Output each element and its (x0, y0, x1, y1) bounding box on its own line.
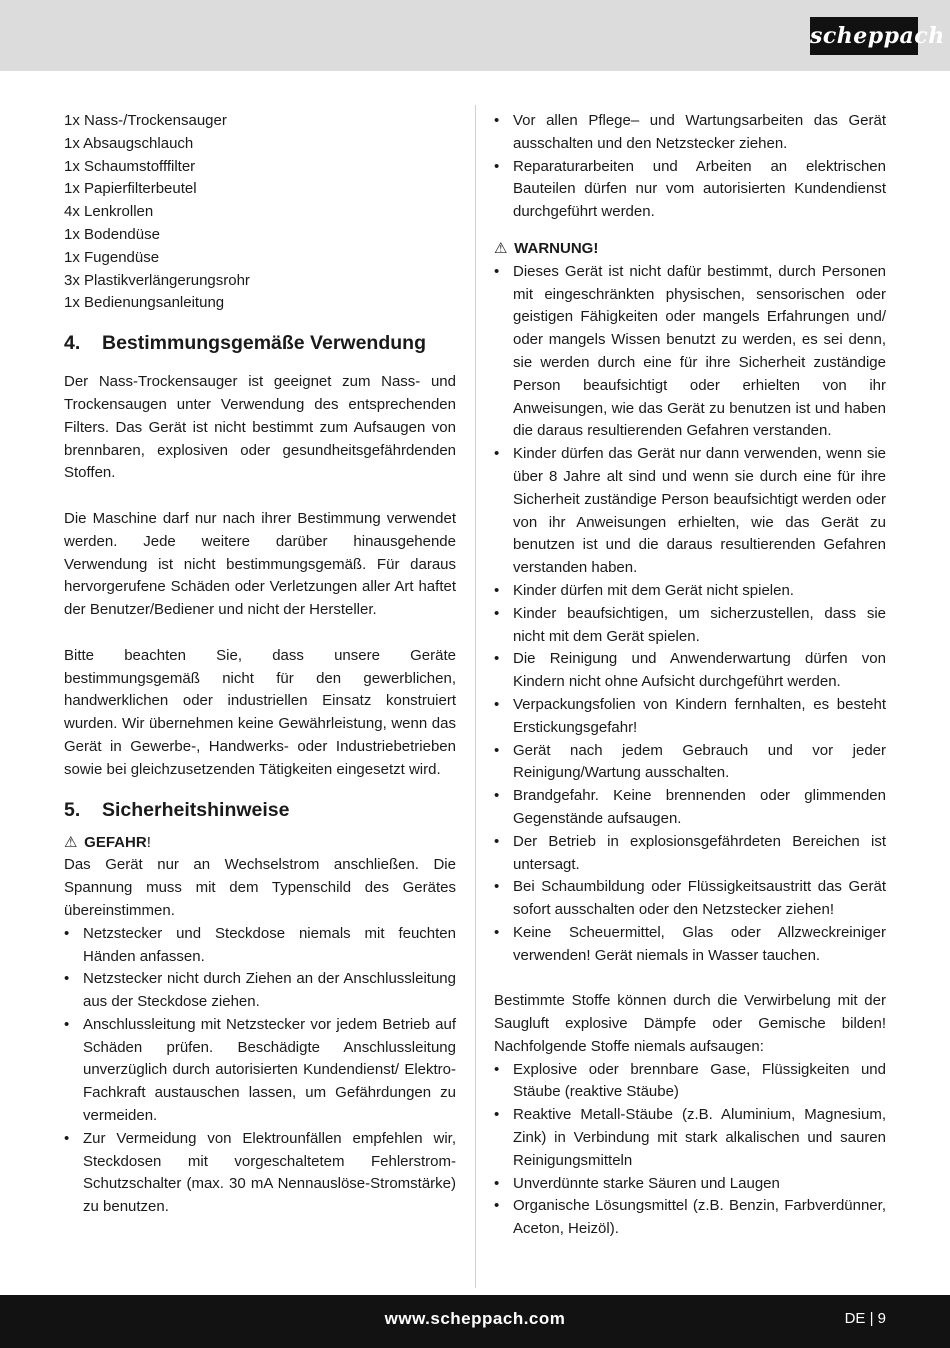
warning-label: WARNUNG! (514, 239, 599, 257)
section-4-heading (64, 329, 456, 357)
danger-text: Das Gerät nur an Wechselstrom anschließen. Die Spannung muss mit dem Typenschild des Gerätes übereinstimmen. (64, 856, 456, 919)
section-title: Bestimmungsgemäße Verwendung (102, 332, 426, 355)
section-5-heading (64, 796, 456, 824)
danger-label: GEFAHR (84, 833, 147, 851)
contents-item: 1x Nass-/Trockensauger (64, 112, 227, 129)
list-item: • Kinder beaufsichtigen, um sicherzustellen, dass sie nicht mit dem Gerät spielen. (494, 604, 886, 645)
contents-item: 1x Papierfilterbeutel (64, 180, 197, 198)
contents-item: 1x Fugendüse (64, 248, 160, 266)
paragraph: Bitte beachten Sie, dass unsere Geräte bestimmungsgemäß nicht für den gewerblichen, handwerklichen oder industriellen Einsatz konstruiert wurden. Wir übernehmen keine Gewährleistung, wenn das Gerät in Gewerbe-, Handwerks- oder Industriebetrieben sowie bei gleichzusetzenden Tätigkeiten eingesetzt wird. (64, 646, 456, 778)
list-item: • Explosive oder brennbare Gase, Flüssigkeiten und Stäube (reaktive Stäube) (494, 1060, 886, 1101)
paragraph: Der Nass-Trockensauger ist geeignet zum Nass- und Trockensaugen unter Verwendung des entsprechenden Filters. Das Gerät ist nicht bestimmt zum Aufsaugen von brennbaren, explosiven oder gesundheitsgefährdenden Stoffen. (64, 373, 456, 482)
danger-exclamation: ! (146, 833, 151, 851)
list-item: • Verpackungsfolien von Kindern fernhalten, es besteht Erstickungsgefahr! (494, 695, 886, 736)
maintenance-bullet-list (494, 110, 886, 224)
section-number: 4. (64, 332, 81, 355)
contents-item: 1x Bodendüse (64, 225, 160, 243)
brand-logo: scheppach (810, 17, 918, 55)
list-item: • Kinder dürfen mit dem Gerät nicht spielen. (494, 581, 794, 599)
list-item: • Netzstecker nicht durch Ziehen an der Anschlussleitung aus der Steckdose ziehen. (64, 970, 456, 1011)
contents-item: 1x Bedienungsanleitung (64, 294, 225, 312)
danger-label-line (64, 832, 456, 855)
list-item: • Zur Vermeidung von Elektrounfällen empfehlen wir, Steckdosen mit vorgeschaltetem Fehlerstrom-Schutzschalter (max. 30 mA Nennauslöse-Stromstärke) zu benutzen. (64, 1129, 456, 1216)
paragraph: Die Maschine darf nur nach ihrer Bestimmung verwendet werden. Jede weitere darüber hinausgehende Verwendung ist nicht bestimmungsgemäß. Für daraus hervorgerufene Schäden oder Verletzungen aller Art haftet der Benutzer/Bediener und nicht der Hersteller. (64, 509, 456, 619)
list-item: • Anschlussleitung mit Netzstecker vor jedem Betrieb auf Schäden prüfen. Beschädigte Anschlussleitung unverzüglich durch autorisierten Kundendienst/ Elektro-Fachkraft austauschen lassen, um Gefährdungen zu vermeiden. (64, 1015, 456, 1125)
list-item: • Organische Lösungsmittel (z.B. Benzin, Farbverdünner, Aceton, Heizöl). (494, 1197, 886, 1238)
warning-triangle-icon: ⚠ (494, 239, 508, 257)
footer-bar (0, 1295, 950, 1348)
warning-label-line (494, 238, 886, 261)
list-item: • Vor allen Pflege– und Wartungsarbeiten das Gerät ausschalten und den Netzstecker ziehen. (494, 112, 886, 152)
paragraph: Bestimmte Stoffe können durch die Verwirbelung mit der Saugluft explosive Dämpfe oder Gemische bilden! Nachfolgende Stoffe niemals aufsaugen: (494, 992, 886, 1055)
right-column (494, 110, 886, 1241)
website-link[interactable]: www.scheppach.com (384, 1309, 566, 1328)
column-divider (475, 105, 476, 1288)
list-item: • Unverdünnte starke Säuren und Laugen (494, 1174, 780, 1192)
list-item: • Gerät nach jedem Gebrauch und vor jeder Reinigung/Wartung ausschalten. (494, 741, 886, 782)
section-number: 5. (64, 798, 81, 821)
list-item: • Dieses Gerät ist nicht dafür bestimmt, durch Personen mit eingeschränkten physischen, sensorischen oder geistigen Fähigkeiten oder mangels Erfahrungen und/ oder mangels Wissen benutzt zu werden, es sei denn, sie werden durch eine für ihre Sicherheit zuständige Person beaufsichtigt oder erhielten von ihr Anweisungen, wie das Gerät zu benutzen ist und haben die daraus resultierenden Gefahren verstanden. (494, 262, 886, 440)
contents-list (64, 110, 456, 315)
list-item: • Bei Schaumbildung oder Flüssigkeitsaustritt das Gerät sofort ausschalten oder den Netzstecker ziehen! (494, 878, 886, 919)
list-item: • Reparaturarbeiten und Arbeiten an elektrischen Bauteilen dürfen nur vom autorisierten Kundendienst durchgeführt werden. (494, 157, 886, 221)
list-item: • Die Reinigung und Anwenderwartung dürfen von Kindern nicht ohne Aufsicht durchgeführt werden. (494, 650, 886, 691)
list-item: • Keine Scheuermittel, Glas oder Allzweckreiniger verwenden! Gerät niemals in Wasser tauchen. (494, 923, 886, 964)
header-bar (0, 0, 950, 71)
warning-bullet-list (494, 261, 886, 968)
contents-item: 3x Plastikverlängerungsrohr (64, 271, 250, 289)
list-item: • Reaktive Metall-Stäube (z.B. Aluminium, Magnesium, Zink) in Verbindung mit stark alkalischen und sauren Reinigungsmitteln (494, 1106, 886, 1169)
warning-triangle-icon: ⚠ (64, 833, 78, 851)
list-item: • Brandgefahr. Keine brennenden oder glimmenden Gegenstände aufsaugen. (494, 787, 886, 827)
list-item: • Der Betrieb in explosionsgefährdeten Bereichen ist untersagt. (494, 832, 886, 873)
contents-item: 1x Schaumstofffilter (64, 157, 196, 175)
list-item: • Kinder dürfen das Gerät nur dann verwenden, wenn sie über 8 Jahre alt sind und wenn sie durch eine für ihre Sicherheit zuständige Person beaufsichtigt werden oder von ihr Anweisungen erhielten, wie das Gerät zu benutzen ist und die daraus resultierenden Gefahren verstanden haben. (494, 445, 886, 577)
page-number: DE | 9 (844, 1310, 886, 1327)
danger-bullet-list (64, 923, 456, 1219)
contents-item: 1x Absaugschlauch (64, 134, 194, 152)
hazardous-substances-list (494, 1059, 886, 1241)
left-column (64, 110, 456, 1219)
contents-item: 4x Lenkrollen (64, 203, 154, 221)
list-item: • Netzstecker und Steckdose niemals mit feuchten Händen anfassen. (64, 924, 456, 965)
section-title: Sicherheitshinweise (102, 798, 290, 821)
